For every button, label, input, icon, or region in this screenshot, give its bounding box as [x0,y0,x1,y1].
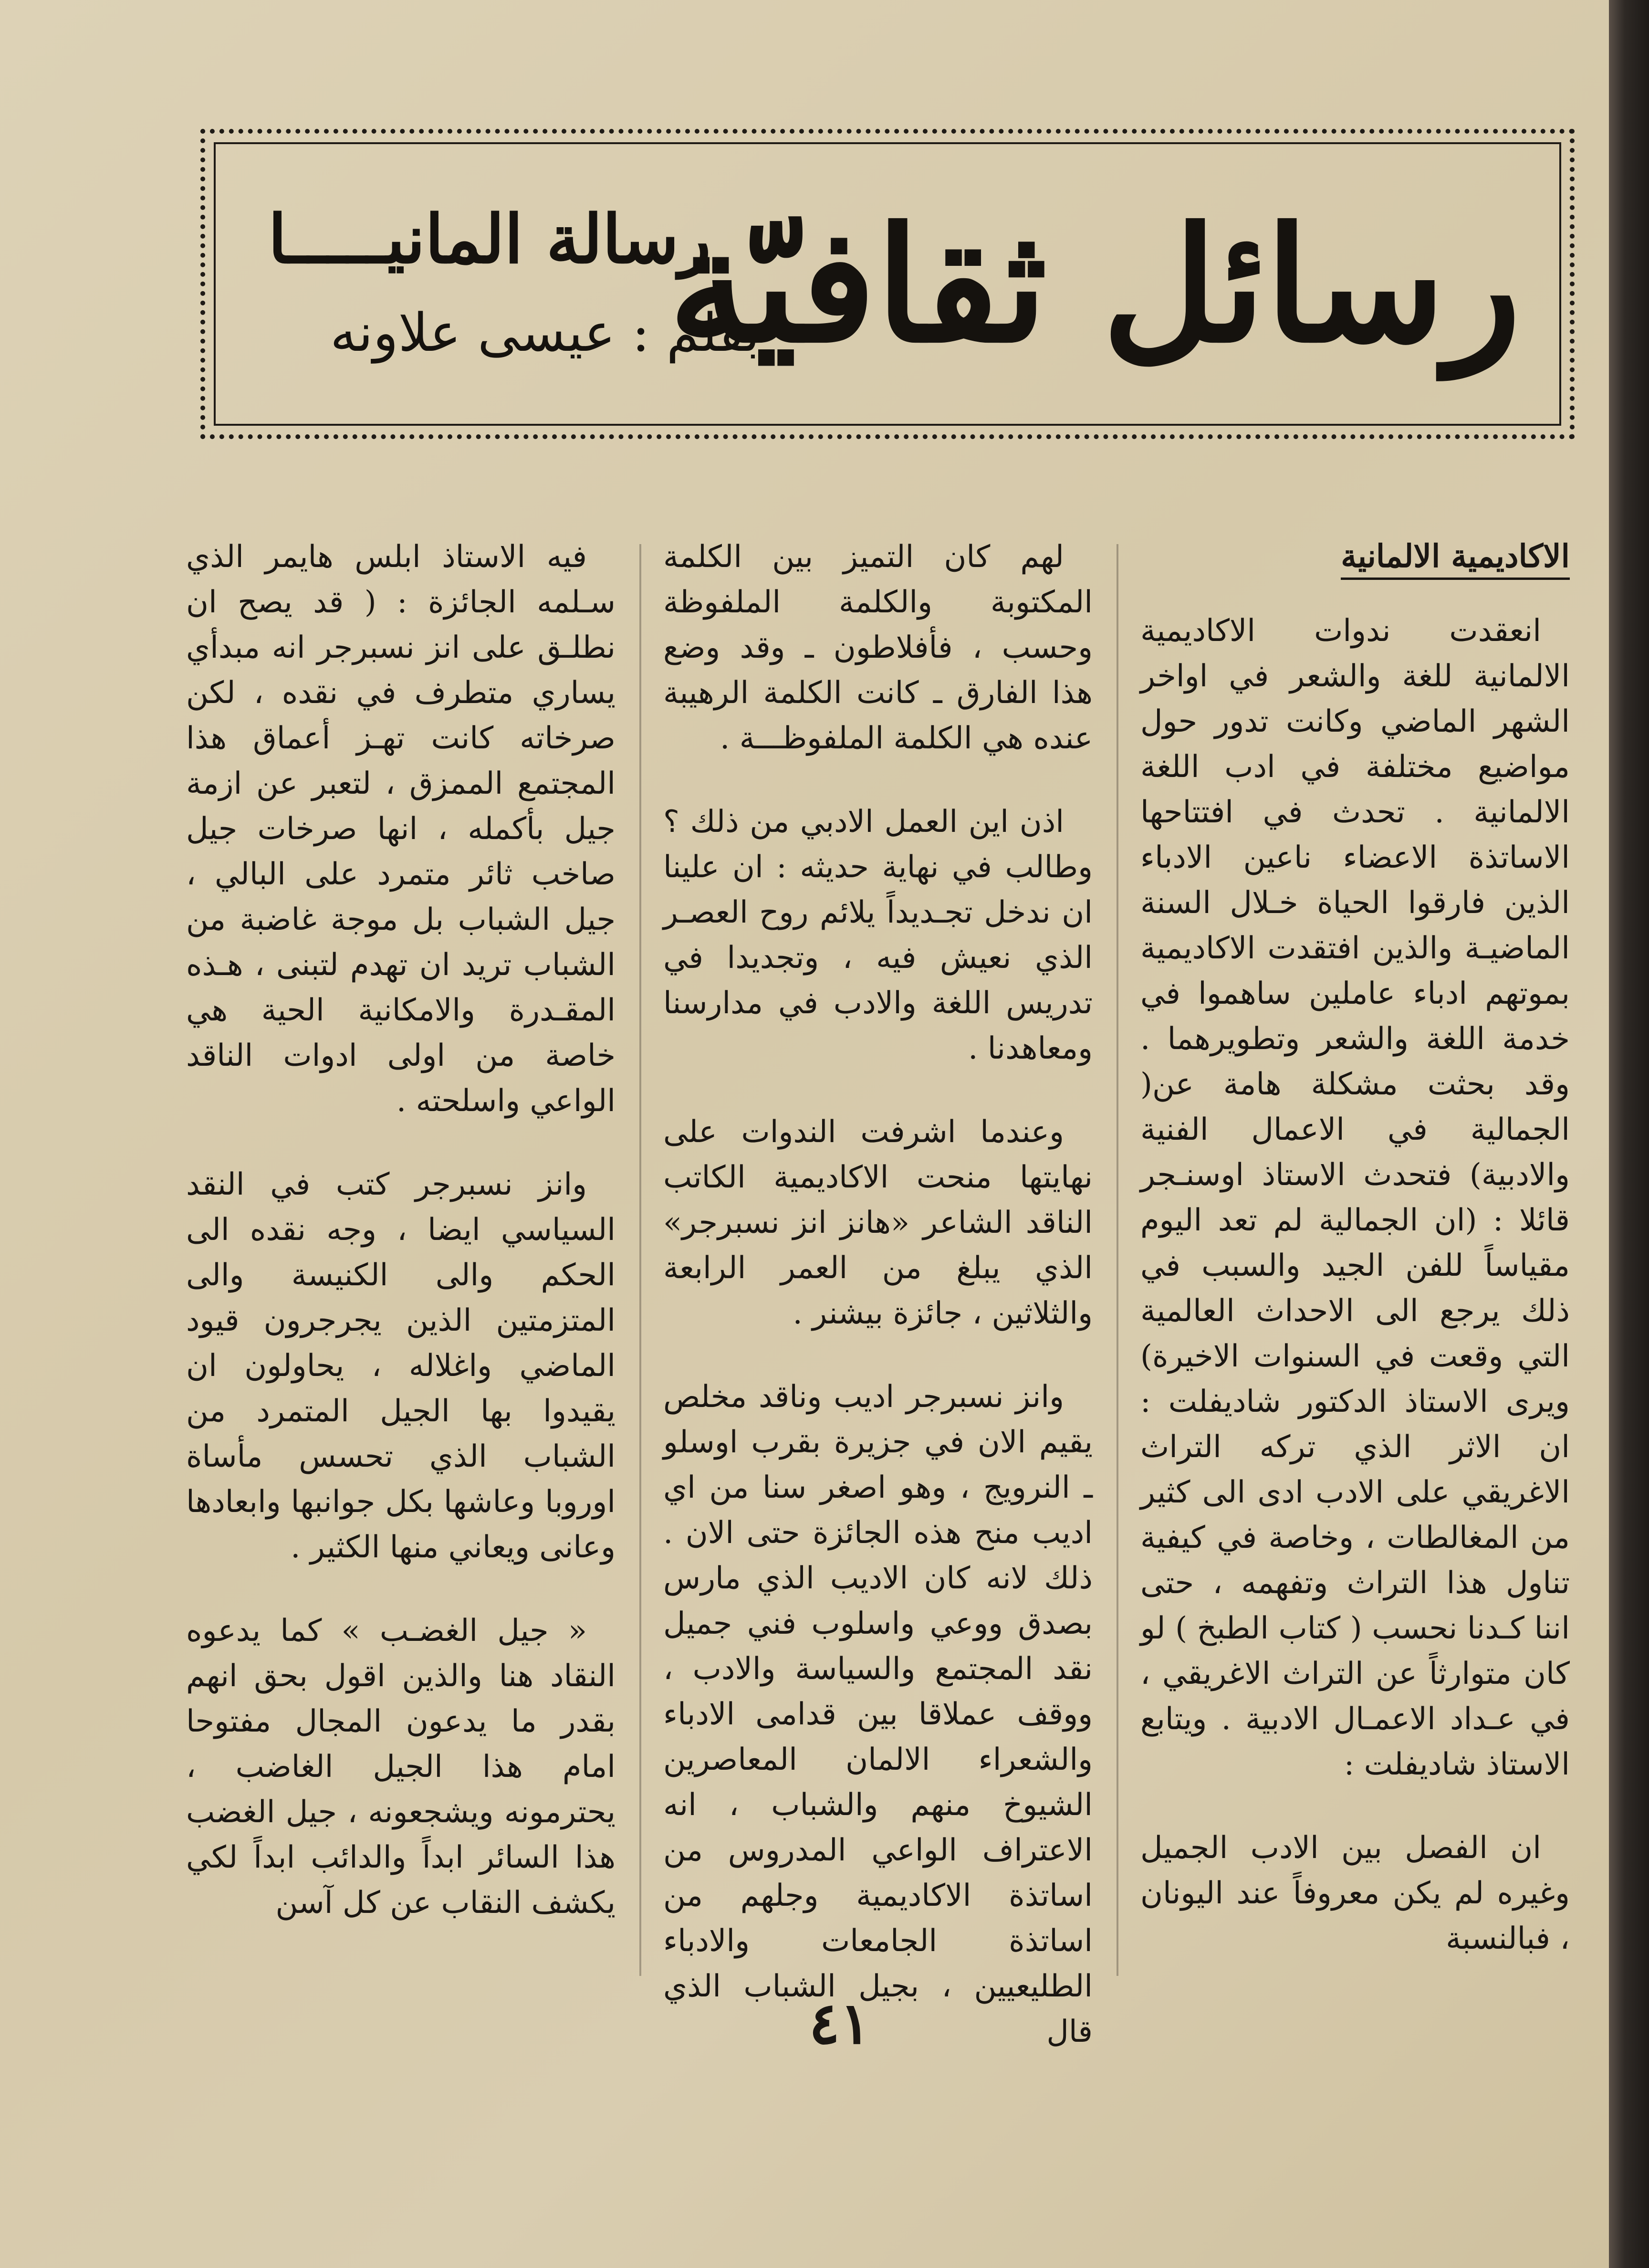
page-binding-edge [1609,0,1649,2268]
paragraph: ان الفصل بين الادب الجميل وغيره لم يكن معروفاً عند اليونان ، فبالنسبة [1140,1830,1570,1956]
paragraph: « جيل الغضـب » كما يدعوه النقاد هنا والذين اقول بحق انهم بقدر ما يدعون المجال مفتوحا امام هذا الجيل الغاضب ، يحترمونه ويشجعونه ، جيل الغضب هذا السائر ابداً والدائب ابداً لكي يكشف النقاب عن كل آسن [186,1613,616,1921]
column-divider [639,544,641,1976]
author-byline: بقلم : عيسى علاونه [330,302,760,363]
paragraph: فيه الاستاذ ابلس هايمر الذي سـلمه الجائزة : ( قد يصح ان نطلـق على انز نسبرجر انه مبدأي يساري متطرف في نقده ، لكن صرخاته كانت تهـز أعماق هذا المجتمع الممزق ، لتعبر عن ازمة جيل بأكمله ، انها صرخات جيل صاخب ثائر متمرد على البالي ، جيل الشباب بل موجة غاضبة من الشباب تريد ان تهدم لتبنى ، هـذه المقـدرة والامكانية الحية هي خاصة من اولى ادوات الناقد الواعي واسلحته . [186,539,616,1119]
page-number: ٤١ [809,1990,871,2057]
header-frame [200,129,1575,439]
paragraph: اذن اين العمل الادبي من ذلك ؟ وطالب في نهاية حديثه : ان علينا ان ندخل تجـديداً يلائم روح العصـر الذي نعيش فيه ، وتجديدا في تدريس اللغة والادب في مدارسنا ومعاهدنا . [663,804,1093,1066]
header-inner-border [214,142,1561,426]
masthead-title: رسائل ثقافيّة [668,192,1521,378]
paragraph: وعندما اشرفت الندوات على نهايتها منحت الاكاديمية الكاتب الناقد الشاعر «هانز انز نسبرجر» الذي يبلغ من العمر الرابعة والثلاثين ، جائزة بيشنر . [663,1114,1093,1331]
column-divider [1117,544,1118,1976]
paragraph: وانز نسبرجر اديب وناقد مخلص يقيم الان في جزيرة بقرب اوسلو ـ النرويج ، وهو اصغر سنا من اي اديب منح هذه الجائزة حتى الان . ذلك لانه كان الاديب الذي مارس بصدق ووعي واسلوب فني جميل نقد المجتمع والسياسة والادب ، ووقف عملاقا بين قدامى الادباء والشعراء الالمان المعاصرين الشيوخ منهم والشباب ، انه الاعتراف الواعي المدروس من اساتذة الاكاديمية وجلهم من اساتذة الجامعات والادباء الطليعيين ، بجيل الشباب الذي قال [663,1379,1093,2049]
paragraph: انعقدت ندوات الاكاديمية الالمانية للغة والشعر في اواخر الشهر الماضي وكانت تدور حول مواضيع مختلفة في ادب اللغة الالمانية . تحدث في افتتاحها الاساتذة الاعضاء ناعين الادباء الذين فارقوا الحياة خـلال السنة الماضيـة والذين افتقدت الاكاديمية بموتهم ادباء عاملين ساهموا في خدمة اللغة والشعر وتطويرهما . وقد بحثت مشكلة هامة عن( الجمالية في الاعمال الفنية والادبية) فتحدث الاستاذ اوسنـجر قائلا : (ان الجمالية لم تعد اليوم مقياساً للفن الجيد والسبب في ذلك يرجع الى الاحداث العالمية التي وقعت في السنوات الاخيرة) ويرى الاستاذ الدكتور شاديفلت : ان الاثر الذي تركه التراث الاغريقي على الادب ادى الى كثير من المغالطات ، وخاصة في كيفية تناول هذا التراث وتفهمه ، حتى اننا كـدنا نحسب ( كتاب الطبخ ) لو كان متوارثاً عن التراث الاغريقي ، في عـداد الاعمـال الادبية . ويتابع الاستاذ شاديفلت : [1140,613,1570,1782]
section-heading: الاكاديمية الالمانية [1341,535,1570,580]
article-column-left [186,535,616,1985]
paragraph: لهم كان التميز بين الكلمة المكتوبة والكلمة الملفوظة وحسب ، فأفلاطون ـ وقد وضع هذا الفارق ـ كانت الكلمة الرهيبة عنده هي الكلمة الملفوظـــة . [663,539,1093,756]
paragraph: وانز نسبرجر كتب في النقد السياسي ايضا ، وجه نقده الى الحكم والى الكنيسة والى المتزمتين الذين يجرجرون قيود الماضي واغلاله ، يحاولون ان يقيدوا بها الجيل المتمرد من الشباب الذي تحسس مأساة اوروبا وعاشها بكل جوانبها وابعادها وعانى ويعاني منها الكثير . [186,1167,616,1565]
section-subtitle: رسالة المانيـــــا [268,200,711,279]
article-column-right [1140,535,1570,1985]
